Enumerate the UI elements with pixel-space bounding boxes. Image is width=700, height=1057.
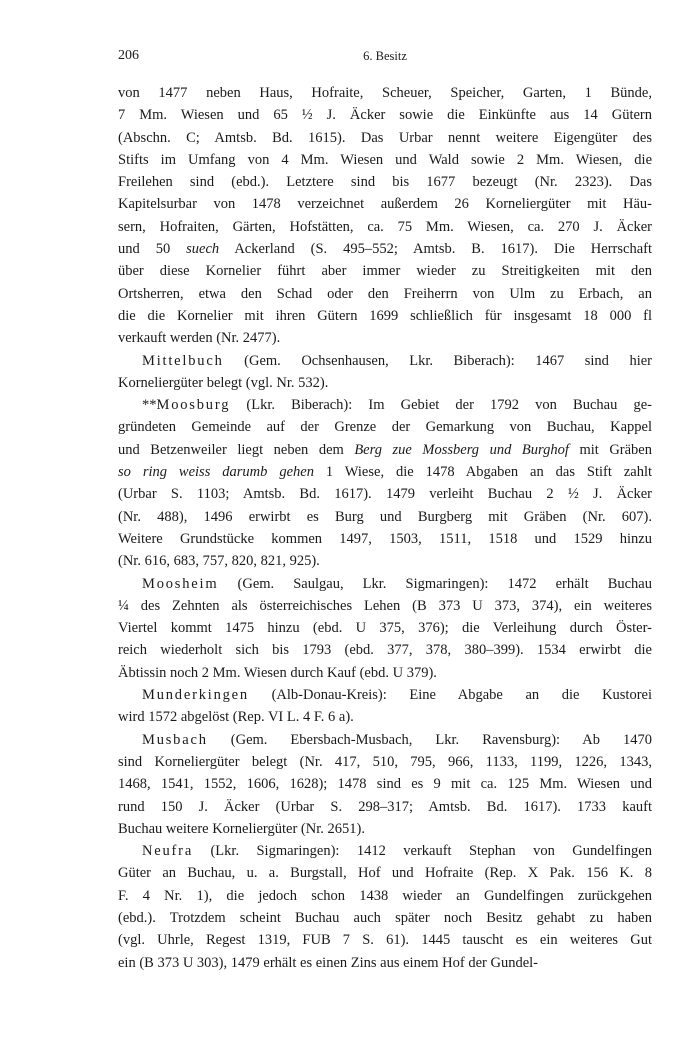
- text-line: [118, 729, 652, 751]
- entry-heading: Moosburg: [156, 397, 231, 414]
- text-line: [118, 104, 652, 126]
- text-run: Freilehen sind (ebd.). Letztere sind bis 1677 bezeugt (Nr. 2323). Das: [118, 174, 652, 191]
- running-head: 6. Besitz: [363, 49, 407, 63]
- text-run: (Lkr. Sigmaringen): 1412 verkauft Stephan von Gundelfingen: [193, 843, 652, 860]
- text-run: die die Kornelier mit ihren Gütern 1699 schließlich für insgesamt 18 000 fl: [118, 307, 652, 324]
- text-run: rund 150 J. Äcker (Urbar S. 298–317; Amtsb. Bd. 1617). 1733 kauft: [118, 798, 652, 815]
- text-run: 7 Mm. Wiesen und 65 ½ J. Äcker sowie die Einkünfte aus 14 Gütern: [118, 107, 652, 124]
- text-line: [118, 171, 652, 193]
- text-run: über diese Kornelier führt aber immer wieder zu Streitigkeiten mit den: [118, 263, 652, 280]
- text-run: F. 4 Nr. 1), die jedoch schon 1438 wieder an Gundelfingen zurückgehen: [118, 887, 652, 904]
- text-line: [118, 216, 652, 238]
- page-number: 206: [118, 48, 139, 63]
- text-run: ¼ des Zehnten als österreichisches Lehen (B 373 U 373, 374), ein weiteres: [118, 597, 652, 614]
- entry-heading: Musbach: [142, 731, 208, 748]
- text-line: [118, 350, 652, 372]
- paragraph: [118, 840, 652, 974]
- text-run: Weitere Grundstücke kommen 1497, 1503, 1511, 1518 und 1529 hinzu: [118, 530, 652, 547]
- text-run: Güter an Buchau, u. a. Burgstall, Hof und Hofraite (Rep. X Pak. 156 K. 8: [118, 865, 652, 882]
- text-line: [118, 528, 652, 550]
- text-run: (Urbar S. 1103; Amtsb. Bd. 1617). 1479 verleiht Buchau 2 ½ J. Äcker: [118, 486, 652, 503]
- text-line: [118, 238, 652, 260]
- text-line: [118, 684, 652, 706]
- text-line: [118, 127, 652, 149]
- text-run: und 50: [118, 241, 187, 258]
- text-run: reich wiederholt sich bis 1793 (ebd. 377, 378, 380–399). 1534 erwirbt die: [118, 642, 652, 659]
- text-run: (Gem. Ebersbach-Musbach, Lkr. Ravensburg): Ab 1470: [207, 731, 652, 748]
- text-line: [118, 862, 652, 884]
- text-run: und Betzenweiler liegt neben dem: [118, 441, 355, 458]
- text-line: [118, 907, 652, 929]
- text-run: (Gem. Saulgau, Lkr. Sigmaringen): 1472 erhält Buchau: [218, 575, 652, 592]
- text-line: [118, 327, 652, 349]
- text-line: [118, 706, 652, 728]
- text-run: (Gem. Ochsenhausen, Lkr. Biberach): 1467 sind hier: [223, 352, 652, 369]
- text-line: [118, 617, 652, 639]
- text-line: [118, 305, 652, 327]
- paragraph: [118, 394, 652, 572]
- text-line: [118, 639, 652, 661]
- text-run: Stifts im Umfang von 4 Mm. Wiesen und Wald sowie 2 Mm. Wiesen, die: [118, 151, 652, 168]
- paragraph: [118, 573, 652, 684]
- text-line: [118, 796, 652, 818]
- text-line: [118, 573, 652, 595]
- text-run: von 1477 neben Haus, Hofraite, Scheuer, Speicher, Garten, 1 Bünde,: [118, 85, 652, 101]
- text-run: Buchau weitere Korneliergüter (Nr. 2651).: [118, 820, 365, 837]
- text-run: (Lkr. Biberach): Im Gebiet der 1792 von Buchau ge-: [230, 397, 652, 414]
- text-run: Äbtissin noch 2 Mm. Wiesen durch Kauf (ebd. U 379).: [118, 664, 437, 681]
- entry-heading: Mittelbuch: [142, 352, 224, 369]
- text-run: sern, Hofraiten, Gärten, Hofstätten, ca. 75 Mm. Wiesen, ca. 270 J. Äcker: [118, 218, 652, 235]
- body-text: [118, 82, 652, 974]
- text-run: sind Korneliergüter belegt (Nr. 417, 510, 795, 966, 1133, 1199, 1226, 1343,: [118, 753, 652, 770]
- text-run: ein (B 373 U 303), 1479 erhält es einen Zins aus einem Hof der Gundel-: [118, 954, 538, 971]
- text-line: [118, 416, 652, 438]
- text-line: [118, 483, 652, 505]
- paragraph: [118, 729, 652, 840]
- text-run: gründeten Gemeinde auf der Grenze der Gemarkung von Buchau, Kappel: [118, 419, 652, 436]
- text-run: mit Gräben: [568, 441, 652, 458]
- text-line: [118, 952, 652, 974]
- italic-quote: so ring weiss darumb gehen: [118, 464, 314, 481]
- text-line: [118, 818, 652, 840]
- italic-quote: suech: [186, 241, 220, 258]
- paragraph: [118, 684, 652, 729]
- text-run: Ortsherren, etwa den Schad oder den Freiherrn von Ulm zu Erbach, an: [118, 285, 652, 302]
- italic-quote: Berg zue Mossberg und Burghof: [354, 441, 569, 458]
- text-run: Kapitelsurbar von 1478 verzeichnet außerdem 26 Korneliergüter mit Häu-: [118, 196, 652, 213]
- text-line: [118, 840, 652, 862]
- text-run: 1 Wiese, die 1478 Abgaben an das Stift zahlt: [313, 464, 653, 481]
- text-line: [118, 260, 652, 282]
- text-run: (Alb-Donau-Kreis): Eine Abgabe an die Kustorei: [248, 687, 652, 704]
- text-run: verkauft werden (Nr. 2477).: [118, 330, 281, 347]
- text-line: [118, 461, 652, 483]
- paragraph: [118, 82, 652, 350]
- text-run: Ackerland (S. 495–552; Amtsb. B. 1617). Die Herrschaft: [219, 241, 652, 258]
- entry-heading: Neufra: [142, 843, 194, 860]
- text-line: [118, 773, 652, 795]
- text-line: [118, 149, 652, 171]
- text-run: (Abschn. C; Amtsb. Bd. 1615). Das Urbar nennt weitere Eigengüter des: [118, 129, 652, 146]
- text-line: [118, 885, 652, 907]
- text-run: 1468, 1541, 1552, 1606, 1628); 1478 sind es 9 mit ca. 125 Mm. Wiesen und: [118, 776, 652, 793]
- text-run: **: [142, 397, 157, 414]
- text-line: [118, 283, 652, 305]
- text-run: (vgl. Uhrle, Regest 1319, FUB 7 S. 61). 1445 tauscht es ein weiteres Gut: [118, 932, 652, 949]
- text-run: Viertel kommt 1475 hinzu (ebd. U 375, 376); die Verleihung durch Öster-: [118, 620, 652, 637]
- text-line: [118, 662, 652, 684]
- text-line: [118, 929, 652, 951]
- text-line: [118, 550, 652, 572]
- text-run: Korneliergüter belegt (vgl. Nr. 532).: [118, 374, 329, 391]
- entry-heading: Moosheim: [142, 575, 219, 592]
- text-line: [118, 394, 652, 416]
- text-line: [118, 82, 652, 104]
- text-line: [118, 506, 652, 528]
- text-line: [118, 372, 652, 394]
- text-run: (ebd.). Trotzdem scheint Buchau auch später noch Besitz gehabt zu haben: [118, 909, 652, 926]
- text-run: wird 1572 abgelöst (Rep. VI L. 4 F. 6 a).: [118, 709, 354, 726]
- paragraph: [118, 350, 652, 395]
- text-line: [118, 193, 652, 215]
- text-line: [118, 439, 652, 461]
- text-line: [118, 595, 652, 617]
- text-run: (Nr. 616, 683, 757, 820, 821, 925).: [118, 553, 320, 570]
- text-line: [118, 751, 652, 773]
- text-run: (Nr. 488), 1496 erwirbt es Burg und Burgberg mit Gräben (Nr. 607).: [118, 508, 652, 525]
- page-header: [118, 48, 652, 68]
- entry-heading: Munderkingen: [142, 687, 249, 704]
